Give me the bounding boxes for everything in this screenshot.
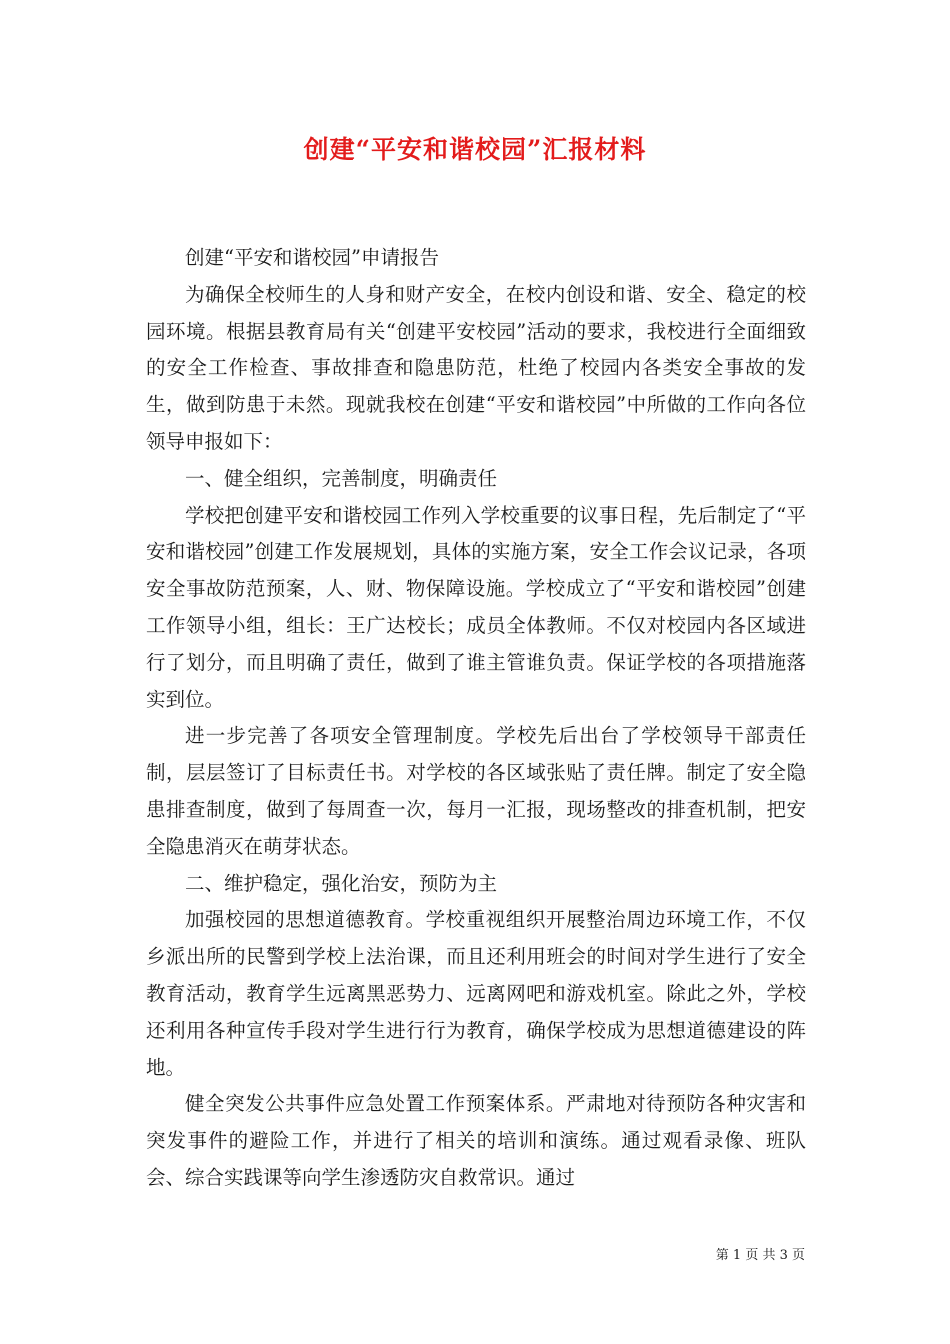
document-body — [146, 240, 806, 1197]
section-heading-1: 一、健全组织，完善制度，明确责任 — [185, 466, 498, 490]
body-paragraph: 加强校园的思想道德教育。学校重视组织开展整治周边环境工作，不仅乡派出所的民警到学校上法治课，而且还利用班会的时间对学生进行了安全教育活动，教育学生远离黑恶势力、远离网吧和游戏机室。除此之外，学校还利用各种宣传手段对学生进行行为教育，确保学校成为思想道德建设的阵地。 — [146, 908, 806, 1079]
document-title: 创建“平安和谐校园”汇报材料 — [303, 135, 647, 164]
section-heading-2: 二、维护稳定，强化治安，预防为主 — [185, 871, 498, 895]
page-number-footer: 第 1 页 共 3 页 — [715, 1248, 805, 1263]
body-paragraph: 学校把创建平安和谐校园工作列入学校重要的议事日程，先后制定了“平安和谐校园”创建工作发展规划，具体的实施方案，安全工作会议记录，各项安全事故防范预案，人、财、物保障设施。学校成立了“平安和谐校园”创建工作领导小组，组长：王广达校长；成员全体教师。不仅对校园内各区域进行了划分，而且明确了责任，做到了谁主管谁负责。保证学校的各项措施落实到位。 — [146, 503, 806, 711]
subtitle-paragraph: 创建“平安和谐校园”申请报告 — [185, 246, 439, 269]
intro-paragraph: 为确保全校师生的人身和财产安全，在校内创设和谐、安全、稳定的校园环境。根据县教育局有关“创建平安校园”活动的要求，我校进行全面细致的安全工作检查、事故排查和隐患防范，杜绝了校园内各类安全事故的发生，做到防患于未然。现就我校在创建“平安和谐校园”中所做的工作向各位领导申报如下： — [146, 282, 806, 453]
body-paragraph: 健全突发公共事件应急处置工作预案体系。严肃地对待预防各种灾害和突发事件的避险工作，并进行了相关的培训和演练。通过观看录像、班队会、综合实践课等向学生渗透防灾自救常识。通过 — [146, 1092, 806, 1189]
body-paragraph: 进一步完善了各项安全管理制度。学校先后出台了学校领导干部责任制，层层签订了目标责任书。对学校的各区域张贴了责任牌。制定了安全隐患排查制度，做到了每周查一次，每月一汇报，现场整改的排查机制，把安全隐患消灭在萌芽状态。 — [146, 724, 806, 858]
